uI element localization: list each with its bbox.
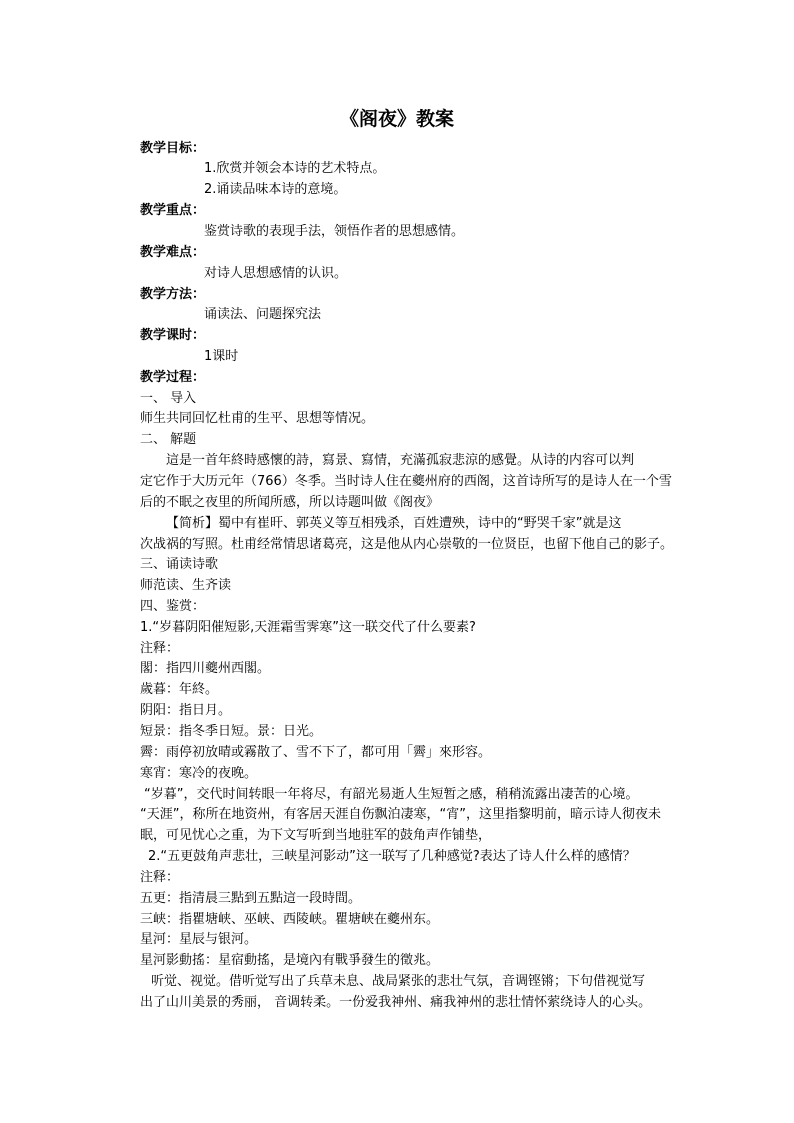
section-heading: 一、 导入 — [140, 391, 197, 406]
goal-item: 2.诵读品味本诗的意境。 — [204, 182, 347, 197]
key-heading: 教学重点： — [140, 203, 206, 218]
paragraph-line: “天涯”，称所在地资州，有客居天涯自伤飘泊凄寒，“宵”，这里指黎明前，暗示诗人彻夜未 — [140, 807, 661, 822]
paragraph-line: 师生共同回忆杜甫的生平、思想等情况。 — [140, 411, 375, 426]
page-title: 《阁夜》教案 — [339, 108, 454, 130]
note-line: 短景：指冬季日短。景：日光。 — [140, 724, 323, 739]
difficulty-text: 对诗人思想感情的认识。 — [204, 266, 348, 281]
hours-text: 1课时 — [204, 349, 239, 364]
paragraph-line: 這是一首年終時感懷的詩，寫景、寫情，充滿孤寂悲涼的感覺。从诗的内容可以判 — [166, 453, 635, 468]
paragraph-line: 【简析】蜀中有崔旰、郭英义等互相残杀，百姓遭殃，诗中的“野哭千家”就是这 — [166, 516, 622, 531]
section-heading: 二、 解题 — [140, 432, 197, 447]
difficulty-heading: 教学难点： — [140, 245, 206, 260]
note-line: 星河影動搖：星宿動搖，是境內有戰爭發生的徵兆。 — [140, 953, 440, 968]
method-text: 诵读法、问题探究法 — [204, 307, 322, 322]
hours-heading: 教学课时： — [140, 328, 206, 343]
note-line: 阴阳：指日月。 — [140, 703, 232, 718]
paragraph-line: 后的不眠之夜里的所闻所感，所以诗题叫做《阁夜》 — [140, 495, 440, 510]
notes-label: 注释： — [140, 641, 180, 656]
goals-heading: 教学目标： — [140, 141, 206, 156]
question-line: 2.“五更鼓角声悲壮，三峡星河影动”这一联写了几种感觉?表达了诗人什么样的感情？ — [148, 849, 636, 864]
paragraph-line: 出了山川美景的秀丽， 音调转柔。一份爱我神州、痛我神州的悲壮情怀萦绕诗人的心头。 — [140, 995, 652, 1010]
process-heading: 教学过程： — [140, 370, 206, 385]
key-text: 鉴赏诗歌的表现手法，领悟作者的思想感情。 — [204, 224, 465, 239]
note-line: 星河：星辰与银河。 — [140, 932, 258, 947]
section-heading: 四、鉴赏： — [140, 599, 206, 614]
paragraph-line: 师范读、生齐读 — [140, 578, 232, 593]
note-line: 三峡：指瞿塘峡、巫峡、西陵峡。瞿塘峡在夔州东。 — [140, 912, 440, 927]
note-line: 五更：指清晨三點到五點這一段時間。 — [140, 891, 362, 906]
note-line: 霽：雨停初放晴或霧散了、雪不下了，都可用「霽」來形容。 — [140, 745, 492, 760]
method-heading: 教学方法： — [140, 287, 206, 302]
note-line: 閣：指四川夔州西閣。 — [140, 661, 271, 676]
note-line: 歲暮：年終。 — [140, 682, 219, 697]
paragraph-line: “岁暮”，交代时间转眼一年将尽，有韶光易逝人生短暂之感，稍稍流露出凄苦的心境。 — [144, 787, 639, 802]
paragraph-line: 眠，可见忧心之重，为下文写听到当地驻军的鼓角声作铺垫， — [140, 828, 492, 843]
paragraph-line: 听觉、视觉。借听觉写出了兵草未息、战局紧张的悲壮气氛，音调铿锵；下句借视觉写 — [151, 974, 646, 989]
paragraph-line: 次战祸的写照。杜甫经常情思诸葛亮，这是他从内心崇敬的一位贤臣，也留下他自己的影子。 — [140, 537, 674, 552]
note-line: 寒宵：寒冷的夜晚。 — [140, 766, 258, 781]
goal-item: 1.欣赏并领会本诗的艺术特点。 — [204, 161, 386, 176]
paragraph-line: 定它作于大历元年（766）冬季。当时诗人住在夔州府的西阁，这首诗所写的是诗人在一个雪 — [140, 474, 672, 489]
question-line: 1.“岁暮阴阳催短影,天涯霜雪霁寒”这一联交代了什么要素? — [140, 620, 476, 635]
notes-label: 注释： — [140, 870, 180, 885]
section-heading: 三、诵读诗歌 — [140, 557, 219, 572]
